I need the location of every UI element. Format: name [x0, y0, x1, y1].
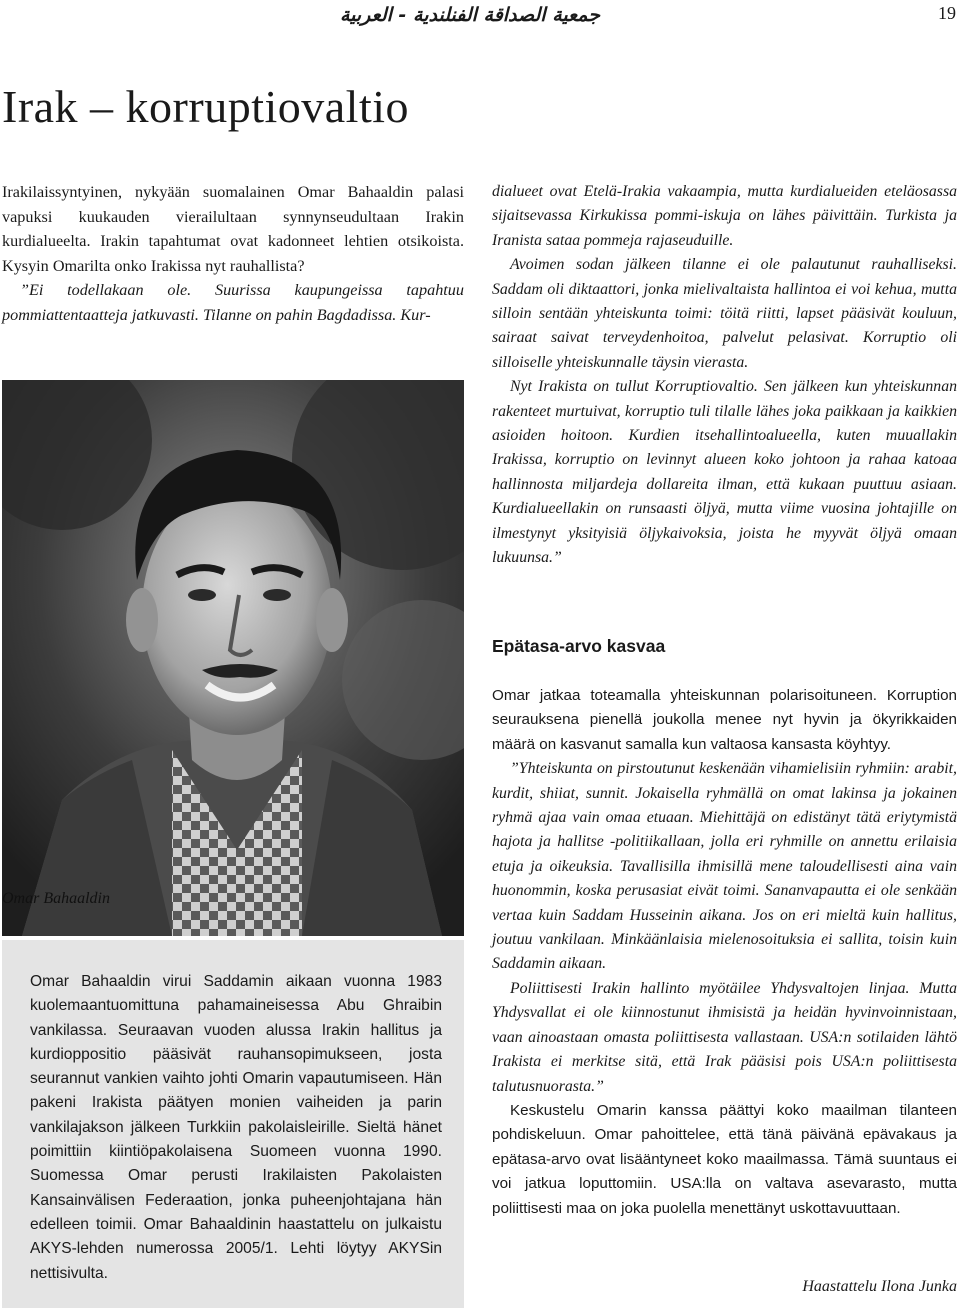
- page-title: Irak – korruptiovaltio: [2, 81, 410, 132]
- photo-caption: Omar Bahaaldin: [2, 890, 110, 907]
- article-quote: Poliittisesti Irakin hallinto myötäilee Yhdysvaltojen linjaa. Mutta Yhdysvallat ei ole kiinnostunut ihmisistä ja heidän hyvinvoinnistaan, vaan ainoastaan omasta poliittisesta vallastaan. USA:n sotilaiden lähtö Irakista ei merkitse sitä, että Irak pääsisi pois USA:n poliittisesta talutusnuorasta.”: [492, 979, 957, 1095]
- article-paragraph: dialueet ovat Etelä-Irakia vakaampia, mutta kurdialueiden eteläosassa sijaitsevassa Kirkukissa pommi-iskuja on lähes päivittäin. Turkista ja Iranista sataa pommeja rajaseuduille.: [492, 183, 957, 249]
- article-paragraph: Nyt Irakista on tullut Korruptiovaltio. Sen jälkeen kun yhteiskunnan rakenteet murtuivat, korruptio tuli tilalle lähes joka paikkaan ja kaikkien asioiden hoitoon. Kurdien itsehallintoalueella, kuten muuallakin Irakissa, korruptio on levinnyt alueen koko johtoon ja rahaa katoaa hallinnosta miljardeja dollareita ilman, että kukaan puuttuu asiaan. Kurdialueellakin on runsaasti öljyä, mutta viime vuosina johtajille on ilmestynyt yksityisiä öljykaivoksia, joista he myyvät öljyä omaan lukuunsa.”: [492, 378, 957, 567]
- page-number: 19: [938, 3, 956, 23]
- article-paragraph: Omar jatkaa toteamalla yhteiskunnan polarisoituneen. Korruption seurauksena pienellä joukolla menee nyt hyvin ja ökyrikkaiden määrä on kasvanut samalla kun valtaosa kansasta köyhtyy.: [492, 687, 957, 753]
- section-subheading: Epätasa-arvo kasvaa: [492, 636, 666, 656]
- article-right-column-lower: [492, 684, 957, 1221]
- intro-paragraph: Irakilaissyntyinen, nykyään suomalainen Omar Bahaaldin palasi vapuksi kuukauden vierailultaan synnynseudultaan Irakin kurdialueelta. Irakin tapahtumat ovat kadonneet lehtien otsikoista. Kysyin Omarilta onko Irakissa nyt rauhallista?: [2, 183, 464, 275]
- header-arabic-title: جمعية الصداقة الفنلندية - العربية: [339, 4, 601, 26]
- intro-quote: ”Ei todellakaan ole. Suurissa kaupungeissa tapahtuu pommiattentaatteja jatkuvasti. Tilanne on pahin Bagdadissa. Kur-: [2, 281, 464, 324]
- article-right-column: [492, 180, 957, 571]
- article-paragraph: Avoimen sodan jälkeen tilanne ei ole palautunut rauhalliseksi. Saddam oli diktaattori, jonka mielivaltaista hallintoa ei voi kehua, mutta silloin sentään yhteiskunta toimi: töitä riitti, lapset pääsivät kouluun, sairaat saivat terveydenhoitoa, palvelut pelasivat. Korruptio oli silloiselle yhteiskunnalle täysin vierasta.: [492, 256, 957, 371]
- portrait-illustration: [2, 380, 464, 936]
- article-paragraph: Keskustelu Omarin kanssa päättyi koko maailman tilanteen pohdiskeluun. Omar pahoittelee, että tänä päivänä epävakaus ja epätasa-arvo ovat lisääntyneet koko maailmassa. Tämä suuntaus ei voi jatkua loputtomiin. USA:lla on valtava asevarasto, mutta poliittisesti maa on joka puolella menettänyt uskottavuuttaan.: [492, 1101, 957, 1217]
- author-signoff: Haastattelu Ilona Junka: [802, 1278, 957, 1295]
- article-quote: ”Yhteiskunta on pirstoutunut keskenään vihamielisiin ryhmiin: arabit, kurdit, shiiat, sunnit. Jokaisella ryhmällä on omat lakinsa ja jokainen ryhmä ajaa vain omaa etuaan. Miehittäjä on edistänyt tätä eriytymistä hajota ja hallitse -politiikallaan, jolla eri ryhmille on annettu erilaisia etuja ja oikeuksia. Tavallisilla ihmisillä mene taloudellisesti aina vain huonommin, koska perusasiat eivät toimi. Sananvapautta ei ole senkään vertaa kuin Saddam Husseinin aikana. Jos on eri mieltä kuin hallitus, joutuu vankilaan. Minkäänlaisia mielenosoituksia ei sallita, toisin kuin Saddamin aikaan.: [492, 760, 957, 973]
- intro-text: [2, 180, 464, 327]
- bio-text: Omar Bahaaldin virui Saddamin aikaan vuonna 1983 kuolemaantuomittuna pahamaineisessa Abu Ghraibin vankilassa. Seuraavan vuoden alussa Irakin hallitus ja kurdioppositio pääsivät rauhansopimukseen, josta seurannut vankien vaihto johti Omarin vapautumiseen. Hän pakeni Irakista päätyen monien vaiheiden ja parin vankilajakson jälkeen Turkkiin pakolaisleirille. Sieltä hänet poimittiin kiintiöpakolaisena Suomeen vuonna 1990. Suomessa Omar perusti Irakilaisten Pakolaisten Kansainvälisen Federaation, jonka puheenjohtajana hän edelleen toimii. Omar Bahaaldinin haastattelu on julkaistu AKYS-lehden numerossa 2005/1. Lehti löytyy AKYSin nettisivulta.: [30, 973, 442, 1282]
- portrait-photo: [2, 380, 464, 936]
